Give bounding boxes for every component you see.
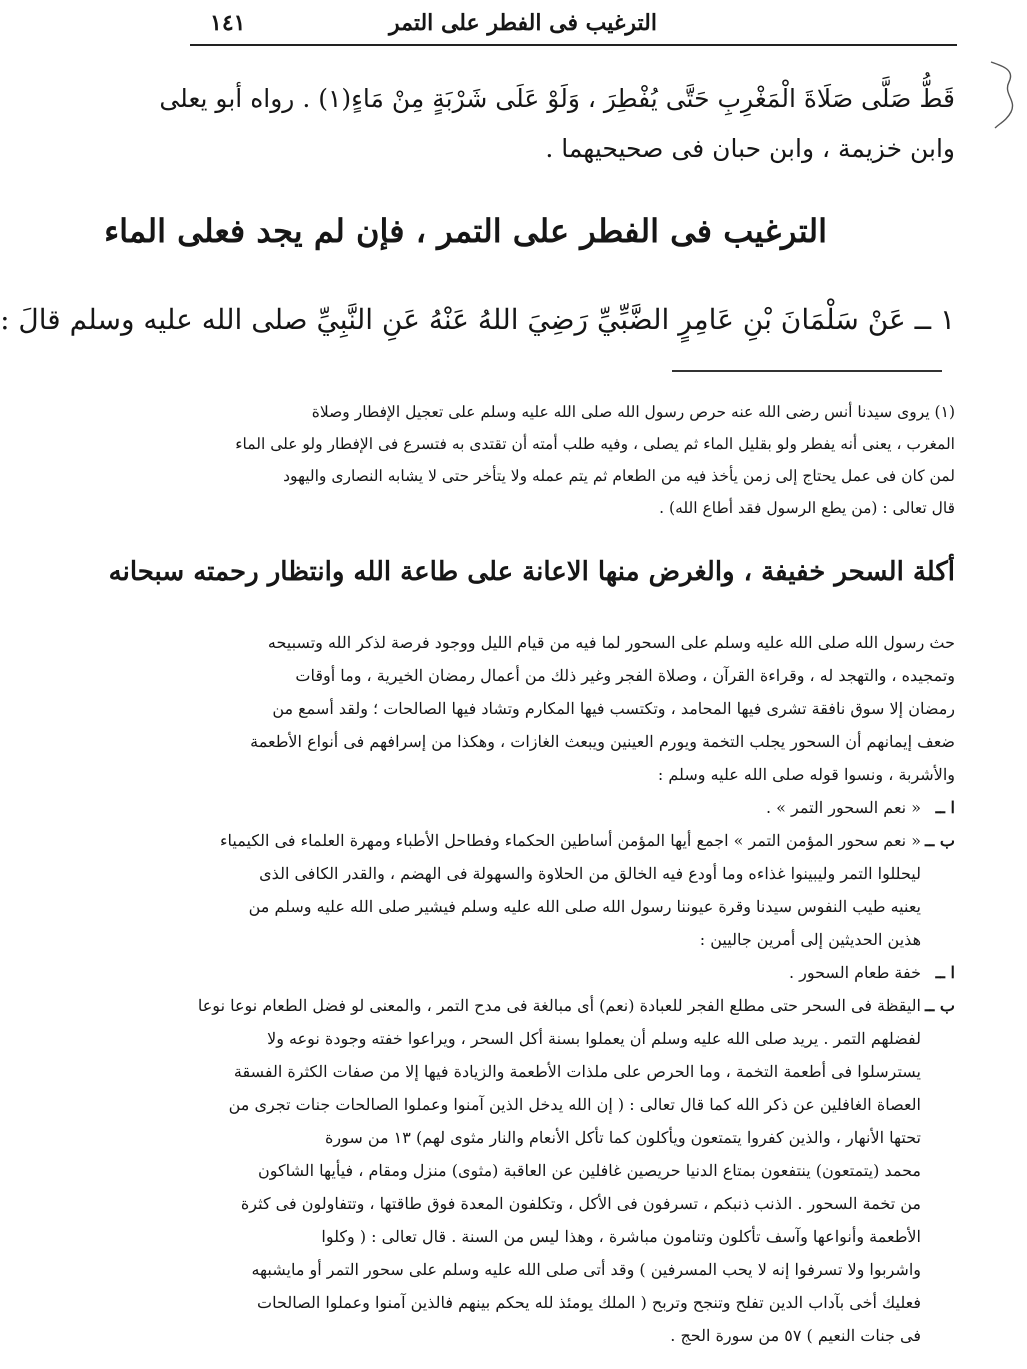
intro-line: وابن خزيمة ، وابن حبان فى صحيحيهما . — [545, 134, 955, 163]
page-number: ١٤١ — [210, 10, 246, 36]
list-line: « نعم سحور المؤمن التمر » اجمع أيها المؤمن أساطين الحكماء وفطاحل الأطباء ومهرة العلماء فى الكيمياء — [220, 831, 921, 850]
list-item-a2 — [180, 956, 955, 989]
list-marker: ب ــ — [924, 831, 955, 850]
running-header — [190, 8, 957, 46]
list-line: يسترسلوا فى أطعمة التخمة ، وما الحرص على ملذات الأطعمة والزيادة فيها إلا من صفات الكثرة الفسقة — [233, 1062, 921, 1081]
footnote-line: (١) يروى سيدنا أنس رضى الله عنه حرص رسول الله صلى الله عليه وسلم على تعجيل الإفطار وصلاة — [311, 403, 955, 421]
body-line: رمضان إلا سوق نافقة تشرى فيها المحامد ، وتكتسب فيها المكارم وتشاد فيها الصالحات ؛ ولقد أسمع من — [272, 699, 955, 718]
list-line: فعليك أخى بآداب الدين تفلح وتنجح وتربح ( الملك يومئذ لله يحكم بينهم فالذين آمنوا وعملوا الصالحات — [257, 1293, 921, 1312]
list-line: محمد (يتمتعون) ينتفعون بمتاع الدنيا حريصين غافلين عن العاقبة (مثوى) منزل ومقام ، فيأيها الشاكون — [257, 1161, 921, 1180]
footnote-separator — [672, 370, 942, 372]
list-line: العصاة الغافلين عن ذكر الله كما قال تعالى : ( إن الله يدخل الذين آمنوا وعملوا الصالحات جنات تجرى من — [228, 1095, 921, 1114]
commentary — [180, 626, 955, 1352]
list-marker: ا ــ — [935, 963, 955, 982]
list-line: فى جنات النعيم ) ٥٧ من سورة الحج . — [670, 1326, 921, 1345]
list-line: تحتها الأنهار ، والذين كفروا يتمتعون ويأكلون كما تأكل الأنعام والنار مثوى لهم) ١٣ من سورة — [324, 1128, 921, 1147]
footnote-line: لمن كان فى عمل يحتاج إلى زمن يأخذ فيه من الطعام ثم يتم عمله ولا يتأخر حتى لا يشابه النصارى واليهود — [283, 467, 955, 485]
margin-squiggle-mark — [989, 60, 1019, 130]
list-line: ليحللوا التمر وليبينوا غذاءه وما أودع فيه الخالق من الحلاوة والسهولة فى الهضم ، والقدر الكافى الذى — [259, 864, 921, 883]
body-line: ضعف إيمانهم أن السحور يجلب التخمة ويورم العينين ويبعث الغازات ، وهكذا من إسرافهم فى أنواع الأطعمة — [250, 732, 955, 751]
list-item-b2 — [180, 989, 955, 1352]
intro-line: قَطُّ صَلَّى صَلَاةَ الْمَغْرِبِ حَتَّى يُفْطِرَ ، وَلَوْ عَلَى شَرْبَةٍ مِنْ مَاءٍ(١) . رواه أبو يعلى — [159, 84, 955, 113]
hadith-opening — [0, 300, 955, 340]
list-line: اليقظة فى السحر حتى مطلع الفجر للعبادة (نعم) أى مبالغة فى مدح التمر ، والمعنى لو فضل الطعام نوعا نوعا — [197, 996, 921, 1015]
list-line: الأطعمة وأنواعها وآسف تأكلون وتنامون مباشرة ، وهذا ليس من السنة . قال تعالى : ( وكلوا — [321, 1227, 921, 1246]
chapter-heading: الترغيب فى الفطر على التمر ، فإن لم يجد فعلى الماء — [104, 212, 827, 250]
hadith-line: ١ ــ عَنْ سَلْمَانَ بْنِ عَامِرٍ الضَّبِّيِّ رَضِيَ اللهُ عَنْهُ عَنِ النَّبِيِّ صلى الله عليه وسلم قالَ : — [0, 303, 955, 336]
body-line: والأشربة ، ونسوا قوله صلى الله عليه وسلم : — [657, 765, 955, 784]
list-line: لفضلهم التمر . يريد صلى الله عليه وسلم أن يعملوا بسنة أكل السحر ، ويراعوا خفته وجودة نوعه ولا — [267, 1029, 921, 1048]
list-item-a1 — [180, 791, 955, 824]
list-item-b1 — [180, 824, 955, 956]
list-marker: ب ــ — [924, 996, 955, 1015]
list-line: واشربوا ولا تسرفوا إنه لا يحب المسرفين ) وقد أتى صلى الله عليه وسلم على سحور التمر أو مايشبهه — [251, 1260, 921, 1279]
list-line: هذين الحديثين إلى أمرين جاليين : — [699, 930, 921, 949]
intro-paragraph — [159, 74, 955, 174]
list-marker: ا ــ — [935, 798, 955, 817]
body-line: حث رسول الله صلى الله عليه وسلم على السحور لما فيه من قيام الليل ووجود فرصة لذكر الله وتسبيحه — [267, 633, 955, 652]
footnote-line: المغرب ، يعنى أنه يفطر ولو بقليل الماء ثم يصلى ، وفيه طلب أمته أن تقتدى به فتسرع فى الإفطار ولو على الماء — [235, 435, 955, 453]
list-text: « نعم السحور التمر » . — [765, 798, 921, 817]
list-line: يعنيه طيب النفوس سيدنا وقرة عيوننا رسول الله صلى الله عليه وسلم فيشير صلى الله عليه وسلم من — [248, 897, 921, 916]
header-title: الترغيب فى الفطر على التمر — [388, 10, 657, 36]
list-line: من تخمة السحور . الذنب ذنبكم ، تسرفون فى الأكل ، وتكلفون المعدة فوق طاقتها ، وتتفاولون فى كثرة — [240, 1194, 921, 1213]
footnote-line: قال تعالى : (من يطع الرسول فقد أطاع الله) . — [659, 499, 955, 517]
body-line: وتمجيده ، والتهجد له ، وقراءة القرآن ، وصلاة الفجر وغير ذلك من أعمال رمضان الخيرية ، وما أوقات — [295, 666, 955, 685]
section-title: أكلة السحر خفيفة ، والغرض منها الاعانة على طاعة الله وانتظار رحمته سبحانه — [108, 557, 955, 587]
footnote — [180, 396, 955, 524]
list-text: خفة طعام السحور . — [788, 963, 921, 982]
